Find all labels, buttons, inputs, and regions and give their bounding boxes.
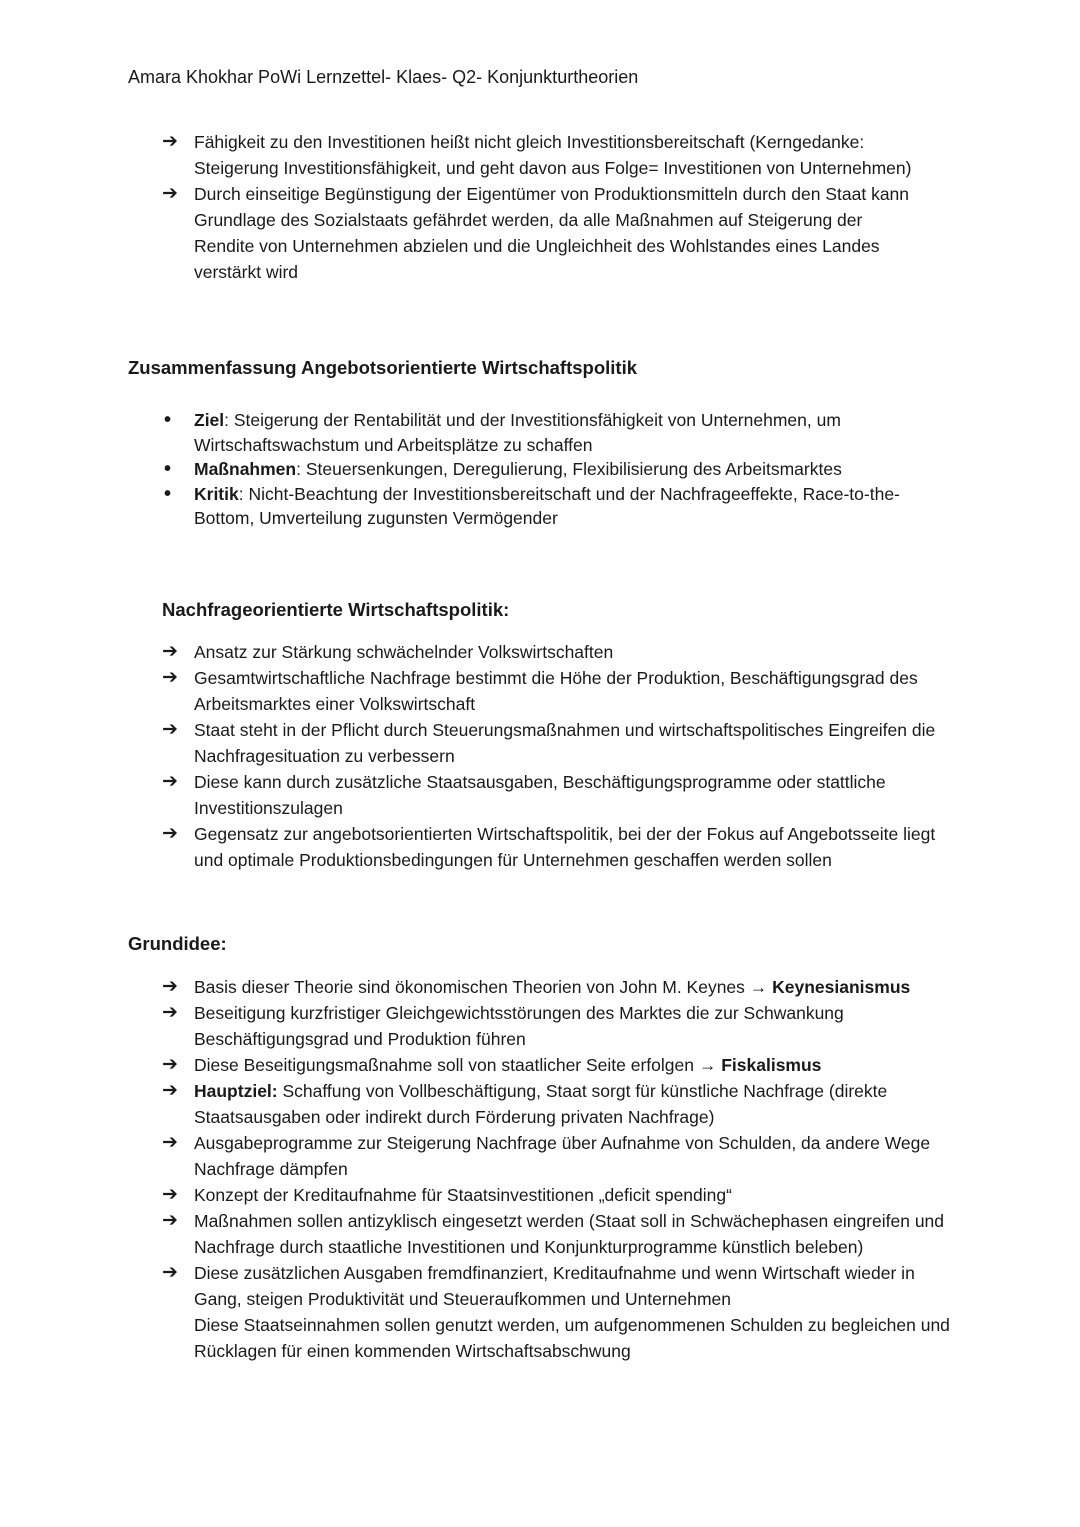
list-item-emphasis: Fiskalismus [721,1055,822,1075]
list-item [128,769,958,821]
list-item-text: Ansatz zur Stärkung schwächelnder Volkswirtschaften [194,642,614,662]
list-item-text: Gesamtwirtschaftliche Nachfrage bestimmt die Höhe der Produktion, Beschäftigungsgrad des Arbeitsmarktes einer Volkswirtschaft [194,668,918,714]
arrow-right-icon: ➔ [162,1080,178,1101]
list-item-text: : Steuersenkungen, Deregulierung, Flexibilisierung des Arbeitsmarktes [296,459,842,479]
list-item-emphasis: Keynesianismus [772,977,911,997]
list-item-text: Gegensatz zur angebotsorientierten Wirtschaftspolitik, bei der der Fokus auf Angebotsseite liegt und optimale Produktionsbedingungen für Unternehmen geschaffen werden sollen [194,824,936,870]
list-item [128,639,958,665]
list-item-text: Durch einseitige Begünstigung der Eigentümer von Produktionsmitteln durch den Staat kann Grundlage des Sozialstaats gefährdet werden, da alle Maßnahmen auf Steigerung der Rendite von Unternehmen abzielen und die Ungleichheit des Wohlstandes eines Landes verstärkt wird [194,184,910,282]
arrow-right-icon: ➔ [162,719,178,740]
list-item [128,1130,958,1182]
list-item [128,1260,958,1364]
arrow-right-icon: ➔ [162,1262,178,1283]
list-item [128,974,958,1000]
list-item [128,181,918,285]
list-item-label: Kritik [194,483,239,504]
list-item [128,408,918,457]
list-item-text: Konzept der Kreditaufnahme für Staatsinvestitionen „deficit spending“ [194,1185,732,1205]
list-item-label: Hauptziel: [194,1081,278,1101]
bullet-icon: • [164,409,172,431]
grundidee-list [128,974,958,1364]
list-item-text: Diese kann durch zusätzliche Staatsausgaben, Beschäftigungsprogramme oder stattliche Investitionszulagen [194,772,886,818]
list-item-text: Staat steht in der Pflicht durch Steuerungsmaßnahmen und wirtschaftspolitisches Eingreifen die Nachfragesituation zu verbessern [194,720,936,766]
list-item [128,1078,958,1130]
arrow-right-icon: ➔ [162,1002,178,1023]
list-item [128,1182,958,1208]
list-item-text: Schaffung von Vollbeschäftigung, Staat sorgt für künstliche Nachfrage (direkte Staatsausgaben oder indirekt durch Förderung privaten Nachfrage) [194,1081,888,1127]
arrow-right-icon: ➔ [162,1210,178,1231]
arrow-right-icon: ➔ [162,1184,178,1205]
intro-list [128,129,918,285]
list-item-continuation: Diese Staatseinnahmen sollen genutzt werden, um aufgenommenen Schulden zu begleichen und Rücklagen für einen kommenden Wirtschaftsabschwung [194,1315,950,1361]
arrow-right-icon: ➔ [162,641,178,662]
arrow-right-icon: ➔ [162,1132,178,1153]
page-header: Amara Khokhar PoWi Lernzettel- Klaes- Q2- Konjunkturtheorien [128,67,639,87]
list-item [128,1000,958,1052]
bullet-icon: • [164,458,172,480]
arrow-right-icon: ➔ [162,823,178,844]
arrow-right-icon: ➔ [162,131,178,152]
list-item [128,717,958,769]
list-item-text: Maßnahmen sollen antizyklisch eingesetzt werden (Staat soll in Schwächephasen eingreifen und Nachfrage durch staatliche Investitionen und Konjunkturprogramme künstlich beleben) [194,1211,945,1257]
list-item [128,1052,958,1078]
list-item [128,457,918,482]
arrow-right-icon: ➔ [162,183,178,204]
list-item [128,821,958,873]
bullet-icon: • [164,482,172,505]
list-item-text: : Steigerung der Rentabilität und der Investitionsfähigkeit von Unternehmen, um Wirtschaftswachstum und Arbeitsplätze zu schaffen [194,410,841,455]
arrow-right-icon: ➔ [162,771,178,792]
arrow-right-icon: ➔ [162,976,178,997]
list-item [128,1208,958,1260]
list-item-text: Basis dieser Theorie sind ökonomischen Theorien von John M. Keynes → [194,977,773,997]
list-item [128,129,918,181]
arrow-right-icon: ➔ [162,667,178,688]
list-item [128,665,958,717]
list-item-label: Maßnahmen [194,459,297,479]
list-item [128,482,918,531]
list-item-text: Fähigkeit zu den Investitionen heißt nicht gleich Investitionsbereitschaft (Kerngedanke: Steigerung Investitionsfähigkeit, und geht davon aus Folge= Investitionen von Unternehmen) [194,132,912,178]
demand-list [128,639,958,873]
list-item-text: Diese Beseitigungsmaßnahme soll von staatlicher Seite erfolgen → [194,1055,722,1075]
list-item-text: Beseitigung kurzfristiger Gleichgewichtsstörungen des Marktes die zur Schwankung Beschäftigungsgrad und Produktion führen [194,1003,844,1049]
list-item-text: Ausgabeprogramme zur Steigerung Nachfrage über Aufnahme von Schulden, da andere Wege Nachfrage dämpfen [194,1133,931,1179]
list-item-text: Diese zusätzlichen Ausgaben fremdfinanziert, Kreditaufnahme und wenn Wirtschaft wieder in Gang, steigen Produktivität und Steueraufkommen und Unternehmen [194,1263,915,1309]
arrow-right-icon: ➔ [162,1054,178,1075]
list-item-label: Ziel [194,410,225,430]
section-title-demand: Nachfrageorientierte Wirtschaftspolitik: [162,599,510,620]
section-title-grundidee: Grundidee: [128,933,227,954]
list-item-text: : Nicht-Beachtung der Investitionsbereitschaft und der Nachfrageeffekte, Race-to-the-Bottom, Umverteilung zugunsten Vermögender [194,483,900,528]
section-title-summary: Zusammenfassung Angebotsorientierte Wirtschaftspolitik [128,357,638,378]
summary-list [128,408,918,531]
